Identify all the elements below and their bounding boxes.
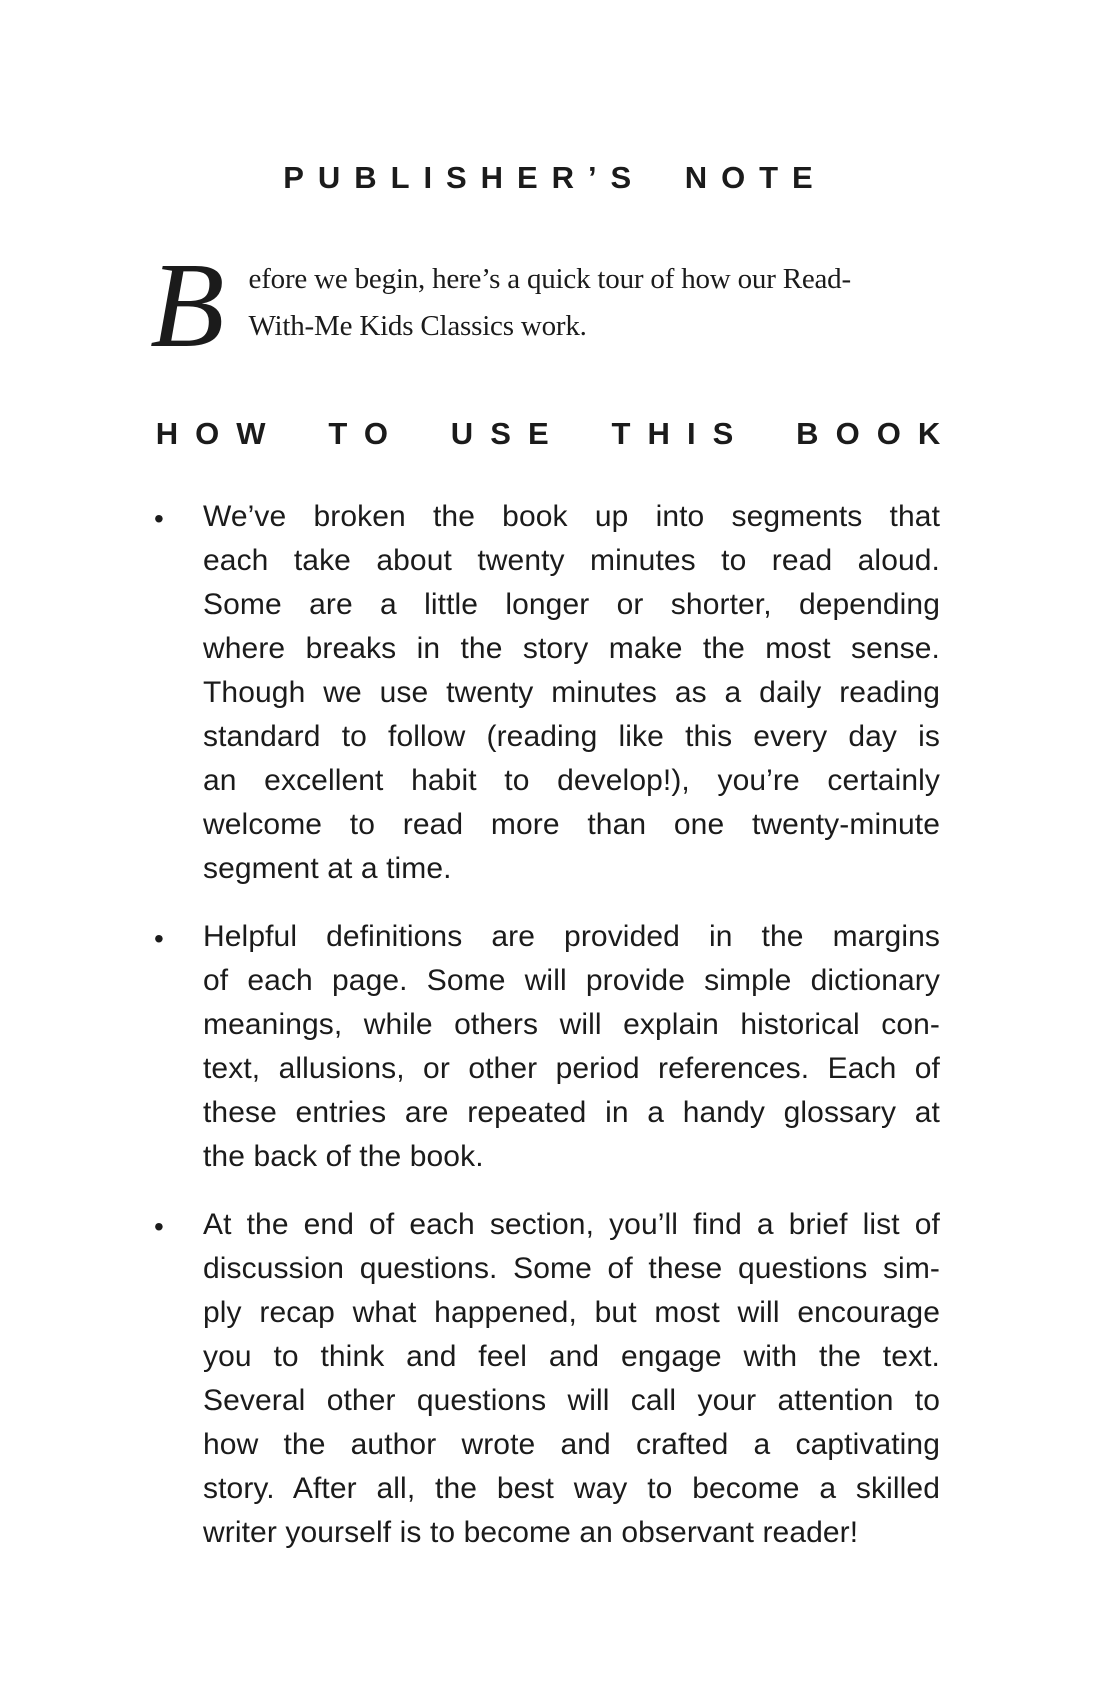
- text-line: text, allusions, or other period references. Each of: [203, 1052, 940, 1085]
- bullet-icon: •: [154, 923, 164, 954]
- list-item-text: [203, 495, 940, 891]
- text-line: Several other questions will call your attention to: [203, 1384, 940, 1417]
- list-item-text: [203, 1203, 940, 1555]
- text-line: the back of the book.: [203, 1140, 484, 1173]
- text-line: Though we use twenty minutes as a daily reading: [203, 676, 940, 709]
- text-line: ply recap what happened, but most will encourage: [203, 1296, 940, 1329]
- text-line: discussion questions. Some of these questions sim-: [203, 1252, 940, 1285]
- bullet-icon: •: [154, 1211, 164, 1242]
- text-line: At the end of each section, you’ll find a brief list of: [203, 1208, 940, 1241]
- text-line: these entries are repeated in a handy glossary at: [203, 1096, 940, 1129]
- text-line: Some are a little longer or shorter, depending: [203, 588, 940, 621]
- intro-line-1: efore we begin, here’s a quick tour of how our Read-: [248, 263, 851, 295]
- text-line: an excellent habit to develop!), you’re certainly: [203, 764, 940, 797]
- text-line: meanings, while others will explain historical con-: [203, 1008, 940, 1041]
- intro-text: [150, 256, 950, 350]
- section-heading: HOW TO USE THIS BOOK: [155, 416, 958, 451]
- text-line: segment at a time.: [203, 852, 452, 885]
- list-item-text: [203, 915, 940, 1179]
- intro-paragraph: [150, 238, 950, 373]
- text-line: where breaks in the story make the most sense.: [203, 632, 940, 665]
- text-line: story. After all, the best way to become a skilled: [203, 1472, 940, 1505]
- text-line: Helpful definitions are provided in the margins: [203, 920, 940, 953]
- text-line: of each page. Some will provide simple dictionary: [203, 964, 940, 997]
- text-line: standard to follow (reading like this every day is: [203, 720, 940, 753]
- text-line: writer yourself is to become an observant reader!: [203, 1516, 859, 1549]
- bullet-list: [150, 495, 940, 1555]
- text-line: you to think and feel and engage with the text.: [203, 1340, 940, 1373]
- text-line: each take about twenty minutes to read aloud.: [203, 544, 940, 577]
- list-item: [150, 1203, 940, 1555]
- text-line: welcome to read more than one twenty-minute: [203, 808, 940, 841]
- bullet-icon: •: [154, 503, 164, 534]
- list-item: [150, 915, 940, 1179]
- drop-cap: B: [150, 238, 225, 373]
- intro-line-2: With-Me Kids Classics work.: [248, 310, 587, 342]
- text-line: We’ve broken the book up into segments that: [203, 500, 940, 533]
- list-item: [150, 495, 940, 891]
- page-title: PUBLISHER’S NOTE: [283, 160, 827, 195]
- text-line: how the author wrote and crafted a captivating: [203, 1428, 940, 1461]
